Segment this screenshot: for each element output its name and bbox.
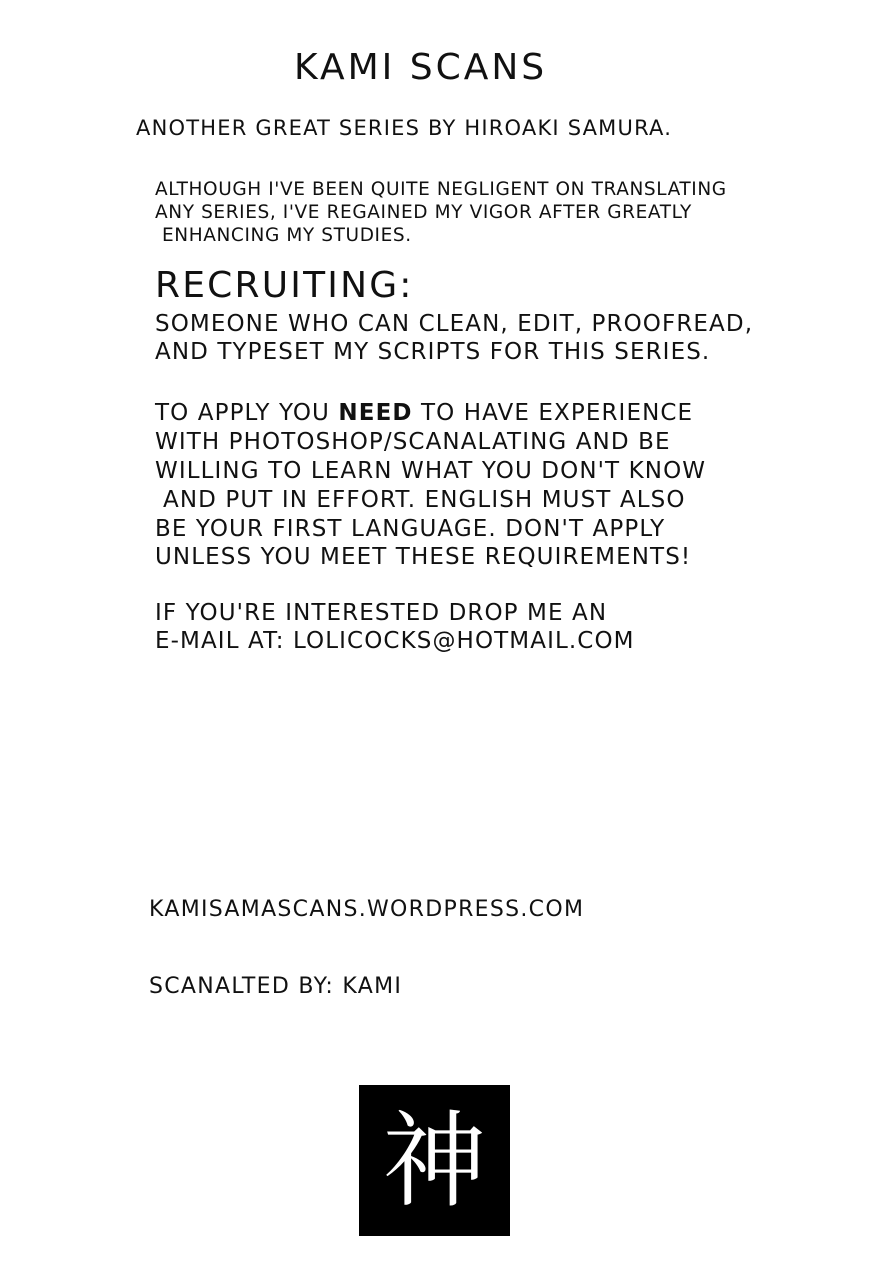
kami-kanji-seal xyxy=(359,1085,510,1236)
requirements-line: BE YOUR FIRST LANGUAGE. DON'T APPLY xyxy=(155,516,666,542)
requirements-line: WITH PHOTOSHOP/SCANALATING AND BE xyxy=(155,429,671,455)
note-line: ENHANCING MY STUDIES. xyxy=(162,225,412,246)
requirements-line: AND PUT IN EFFORT. ENGLISH MUST ALSO xyxy=(163,487,686,513)
kanji-seal-graphic xyxy=(359,1085,510,1236)
recruiting-heading: RECRUITING: xyxy=(155,265,414,306)
scanlation-credits: SCANALTED BY: KAMI xyxy=(149,974,403,999)
requirements-line: UNLESS YOU MEET THESE REQUIREMENTS! xyxy=(155,544,692,570)
requirements-text: TO HAVE EXPERIENCE xyxy=(412,400,694,426)
requirements-emphasis: NEED xyxy=(338,400,413,426)
contact-line: IF YOU'RE INTERESTED DROP ME AN xyxy=(155,600,608,626)
recruiting-line: AND TYPESET MY SCRIPTS FOR THIS SERIES. xyxy=(155,339,711,365)
requirements-line: WILLING TO LEARN WHAT YOU DON'T KNOW xyxy=(155,458,707,484)
contact-email-line: E-MAIL AT: LOLICOCKS@HOTMAIL.COM xyxy=(155,628,635,654)
recruiting-line: SOMEONE WHO CAN CLEAN, EDIT, PROOFREAD, xyxy=(155,311,754,337)
note-line: ANY SERIES, I'VE REGAINED MY VIGOR AFTER GREATLY xyxy=(155,202,692,223)
requirements-line xyxy=(155,402,693,425)
series-subtitle: ANOTHER GREAT SERIES BY HIROAKI SAMURA. xyxy=(136,116,673,140)
website-url: KAMISAMASCANS.WORDPRESS.COM xyxy=(149,897,585,922)
seal-glyph: 神 xyxy=(382,1100,487,1222)
note-line: ALTHOUGH I'VE BEEN QUITE NEGLIGENT ON TRANSLATING xyxy=(155,179,727,200)
group-title: KAMI SCANS xyxy=(294,47,548,88)
requirements-text: TO APPLY YOU xyxy=(155,400,339,426)
